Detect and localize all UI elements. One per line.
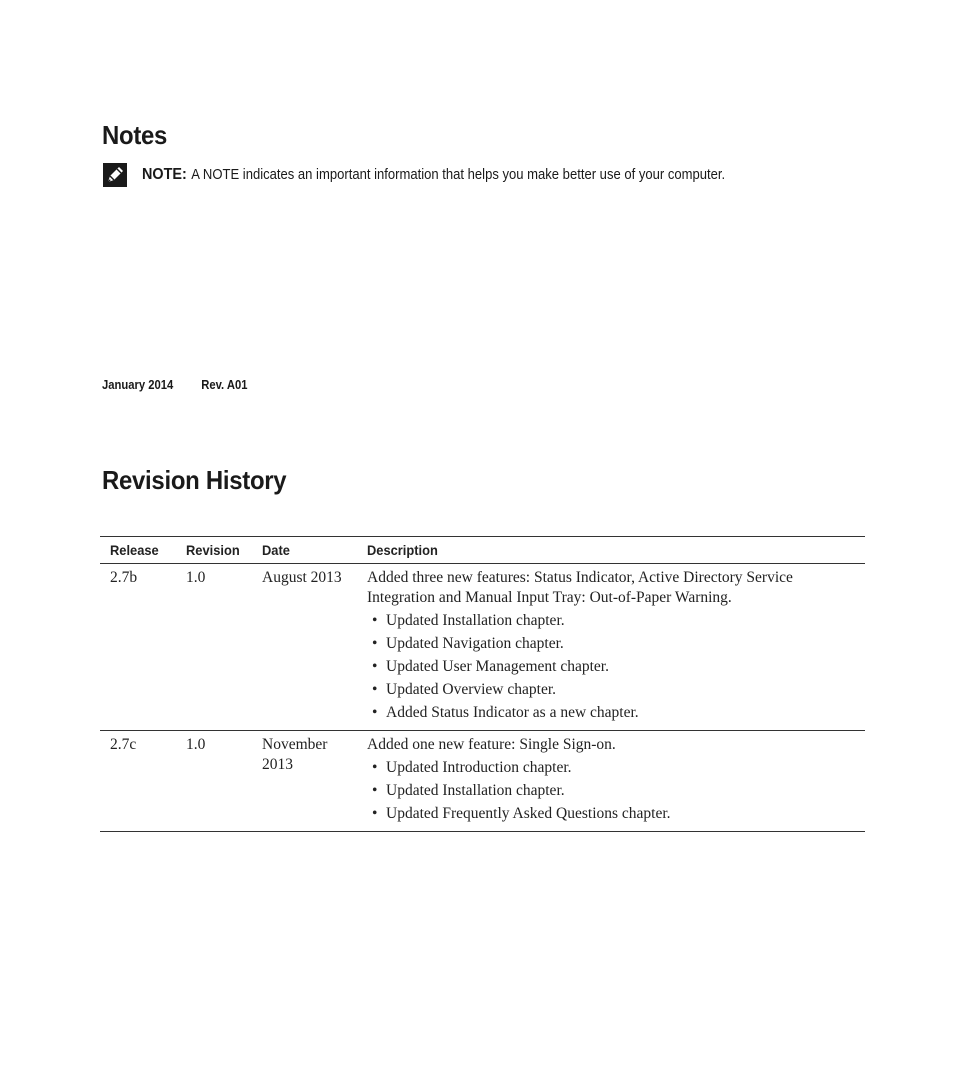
release-info [102, 378, 247, 392]
header-revision: Revision [176, 537, 252, 564]
header-date: Date [252, 537, 357, 564]
list-item: • Updated Navigation chapter. [367, 634, 865, 654]
notes-heading: Notes [102, 120, 168, 150]
description-bullets [367, 611, 865, 723]
list-item: • Updated Frequently Asked Questions chapter. [367, 804, 865, 824]
cell-description [357, 564, 865, 731]
revision-history-heading: Revision History [102, 465, 287, 495]
table-row [100, 731, 865, 832]
list-item: • Updated Overview chapter. [367, 680, 865, 700]
description-bullets [367, 758, 865, 824]
list-item: • Updated Installation chapter. [367, 781, 865, 801]
list-item: • Updated Introduction chapter. [367, 758, 865, 778]
cell-revision: 1.0 [176, 731, 252, 832]
cell-description [357, 731, 865, 832]
cell-date: August 2013 [252, 564, 357, 731]
cell-release: 2.7c [100, 731, 176, 832]
note-pencil-icon [102, 162, 128, 188]
list-item: • Added Status Indicator as a new chapter. [367, 703, 865, 723]
table-header-row [100, 537, 865, 564]
cell-release: 2.7b [100, 564, 176, 731]
list-item: • Updated User Management chapter. [367, 657, 865, 677]
header-description: Description [357, 537, 865, 564]
release-date: January 2014 [102, 378, 174, 392]
header-release: Release [100, 537, 176, 564]
description-text: Added three new features: Status Indicator, Active Directory Service Integration and Manual Input Tray: Out-of-Paper Warning. [367, 569, 793, 606]
revision-history-table [100, 536, 865, 832]
note-text [142, 166, 725, 184]
cell-date: November 2013 [252, 731, 357, 832]
table-row [100, 564, 865, 731]
release-revision: Rev. A01 [201, 378, 248, 392]
list-item: • Updated Installation chapter. [367, 611, 865, 631]
description-text: Added one new feature: Single Sign-on. [367, 736, 616, 753]
cell-revision: 1.0 [176, 564, 252, 731]
note-body: A NOTE indicates an important information that helps you make better use of your computer. [191, 167, 726, 183]
note-label: NOTE: [142, 166, 187, 183]
note-callout [102, 162, 790, 188]
